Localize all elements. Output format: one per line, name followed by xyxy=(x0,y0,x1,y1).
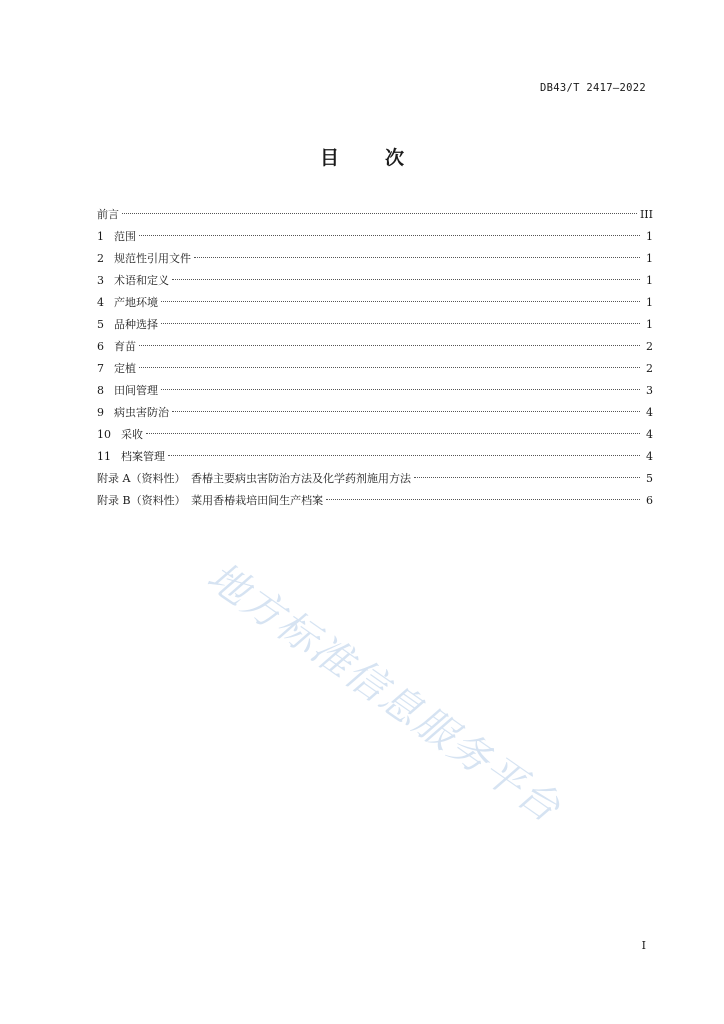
toc-entry-5[interactable] xyxy=(97,314,653,336)
toc-entry-label: 范围 xyxy=(114,230,136,243)
toc-entry-page: 1 xyxy=(646,318,653,331)
toc-entry-page: 4 xyxy=(646,406,653,419)
toc-entry-label: 附录 A（资料性） 香椿主要病虫害防治方法及化学药剂施用方法 xyxy=(97,472,411,485)
toc-dot-leader xyxy=(161,323,640,324)
toc-entry-number: 10 xyxy=(97,428,111,441)
toc-entry-label: 定植 xyxy=(114,362,136,375)
toc-entry-8[interactable] xyxy=(97,380,653,402)
toc-entry-number: 4 xyxy=(97,296,104,309)
toc-entry-2[interactable] xyxy=(97,248,653,270)
toc-entry-label: 附录 B（资料性） 菜用香椿栽培田间生产档案 xyxy=(97,494,324,507)
toc-entry-label: 术语和定义 xyxy=(114,274,169,287)
toc-entry-1[interactable] xyxy=(97,226,653,248)
toc-entry-page: 3 xyxy=(646,384,653,397)
toc-entry-page: 6 xyxy=(646,494,653,507)
toc-entry-label: 病虫害防治 xyxy=(114,406,169,419)
toc-entry-11[interactable] xyxy=(97,446,653,468)
toc-entry-page: 5 xyxy=(646,472,653,485)
toc-entry-label: 育苗 xyxy=(114,340,136,353)
toc-dot-leader xyxy=(139,345,640,346)
toc-entry-label: 规范性引用文件 xyxy=(114,252,191,265)
toc-entry-10[interactable] xyxy=(97,424,653,446)
toc-entry-7[interactable] xyxy=(97,358,653,380)
table-of-contents xyxy=(97,204,653,512)
toc-entry-9[interactable] xyxy=(97,402,653,424)
toc-entry-appendix-a[interactable] xyxy=(97,468,653,490)
toc-dot-leader xyxy=(172,411,640,412)
toc-entry-3[interactable] xyxy=(97,270,653,292)
toc-entry-page: 1 xyxy=(646,252,653,265)
toc-dot-leader xyxy=(161,301,640,302)
page-title: 目次 xyxy=(319,147,450,169)
toc-entry-number: 9 xyxy=(97,406,104,419)
toc-dot-leader xyxy=(139,367,640,368)
toc-entry-label: 前言 xyxy=(97,208,119,221)
toc-entry-label: 产地环境 xyxy=(114,296,158,309)
toc-dot-leader xyxy=(326,499,640,500)
toc-entry-number: 2 xyxy=(97,252,104,265)
toc-dot-leader xyxy=(122,213,637,214)
toc-entry-number: 6 xyxy=(97,340,104,353)
toc-entry-page: 2 xyxy=(646,362,653,375)
toc-entry-number: 8 xyxy=(97,384,104,397)
toc-dot-leader xyxy=(172,279,640,280)
toc-entry-label: 采收 xyxy=(121,428,143,441)
toc-entry-number: 7 xyxy=(97,362,104,375)
toc-dot-leader xyxy=(161,389,640,390)
page-number: I xyxy=(641,939,646,952)
toc-entry-number: 5 xyxy=(97,318,104,331)
toc-entry-4[interactable] xyxy=(97,292,653,314)
toc-entry-page: 4 xyxy=(646,450,653,463)
watermark: 地方标准信息服务平台 xyxy=(198,553,570,833)
toc-dot-leader xyxy=(414,477,640,478)
toc-entry-page: 1 xyxy=(646,230,653,243)
toc-entry-label: 档案管理 xyxy=(121,450,165,463)
toc-entry-number: 11 xyxy=(97,450,111,463)
toc-entry-label: 品种选择 xyxy=(114,318,158,331)
toc-entry-foreword[interactable] xyxy=(97,204,653,226)
toc-dot-leader xyxy=(146,433,640,434)
toc-entry-page: 4 xyxy=(646,428,653,441)
toc-entry-page: 1 xyxy=(646,296,653,309)
toc-dot-leader xyxy=(194,257,640,258)
toc-dot-leader xyxy=(168,455,640,456)
toc-entry-appendix-b[interactable] xyxy=(97,490,653,512)
toc-dot-leader xyxy=(139,235,640,236)
document-code: DB43/T 2417—2022 xyxy=(540,82,646,94)
toc-entry-number: 1 xyxy=(97,230,104,243)
toc-entry-page: 2 xyxy=(646,340,653,353)
toc-entry-number: 3 xyxy=(97,274,104,287)
toc-entry-label: 田间管理 xyxy=(114,384,158,397)
toc-entry-page: 1 xyxy=(646,274,653,287)
toc-entry-6[interactable] xyxy=(97,336,653,358)
toc-entry-page: III xyxy=(639,208,653,221)
